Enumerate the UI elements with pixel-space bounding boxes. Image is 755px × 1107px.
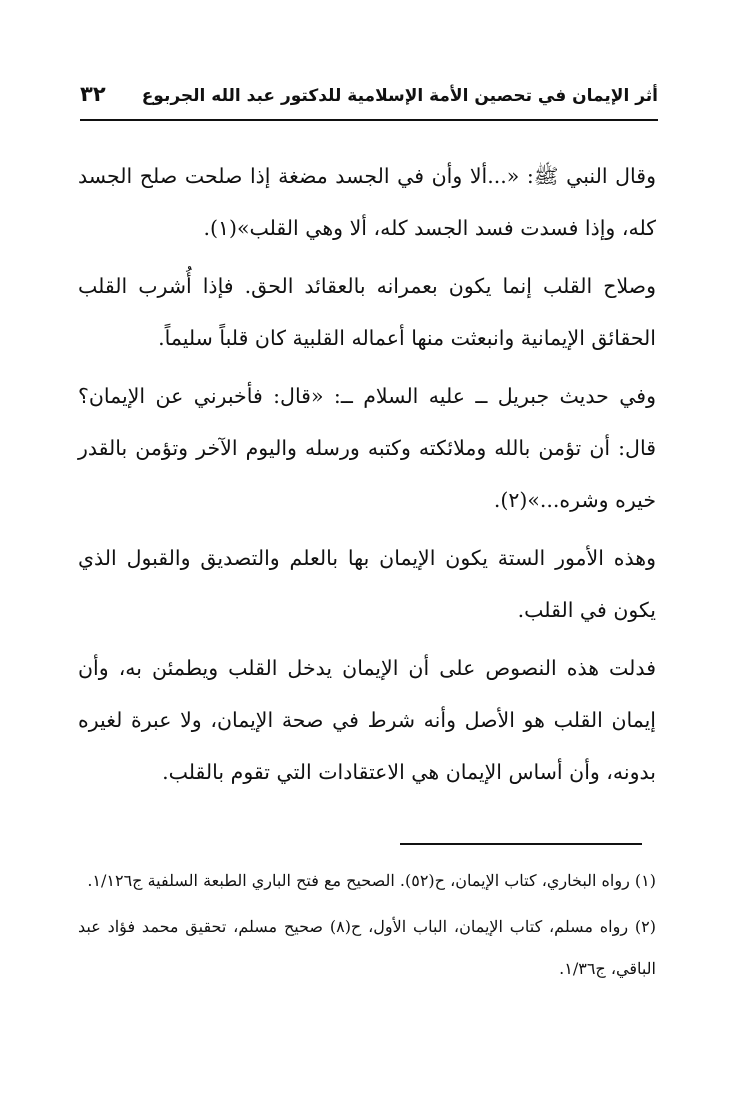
paragraph: وهذه الأمور الستة يكون الإيمان بها بالعلم والتصديق والقبول الذي يكون في القلب.	[78, 546, 656, 622]
paragraph: وقال النبي ﷺ: «...ألا وأن في الجسد مضغة إذا صلحت صلح الجسد كله، وإذا فسدت فسد الجسد كله، ألا وهي القلب»(١).	[78, 164, 656, 240]
paragraph: فدلت هذه النصوص على أن الإيمان يدخل القلب ويطمئن به، وأن إيمان القلب هو الأصل وأنه شرط في صحة الإيمان، ولا عبرة لغيره بدونه، وأن أساس الإيمان هي الاعتقادات التي تقوم بالقلب.	[78, 656, 656, 784]
paragraph: وصلاح القلب إنما يكون بعمرانه بالعقائد الحق. فإذا أُشرب القلب الحقائق الإيمانية وانبعثت منها أعماله القلبية كان قلباً سليماً.	[78, 274, 656, 350]
footnotes	[78, 860, 656, 994]
header-divider	[80, 119, 658, 121]
footnote: (٢) رواه مسلم، كتاب الإيمان، الباب الأول، ح(٨) صحيح مسلم، تحقيق محمد فؤاد عبد الباقي، ج١/٣٦.	[78, 917, 656, 978]
header-title: أثر الإيمان في تحصين الأمة الإسلامية للدكتور عبد الله الجربوع	[141, 86, 658, 106]
footnote-divider	[400, 843, 642, 845]
page-number: ٣٢	[80, 82, 106, 106]
body-text	[78, 150, 656, 804]
paragraph: وفي حديث جبريل ــ عليه السلام ــ: «قال: فأخبرني عن الإيمان؟ قال: أن تؤمن بالله وملائكته وكتبه ورسله واليوم الآخر وتؤمن بالقدر خيره وشره...»(٢).	[78, 384, 656, 512]
footnote: (١) رواه البخاري، كتاب الإيمان، ح(٥٢). الصحيح مع فتح الباري الطبعة السلفية ج١/١٢٦.	[87, 871, 656, 890]
running-header	[80, 82, 658, 116]
